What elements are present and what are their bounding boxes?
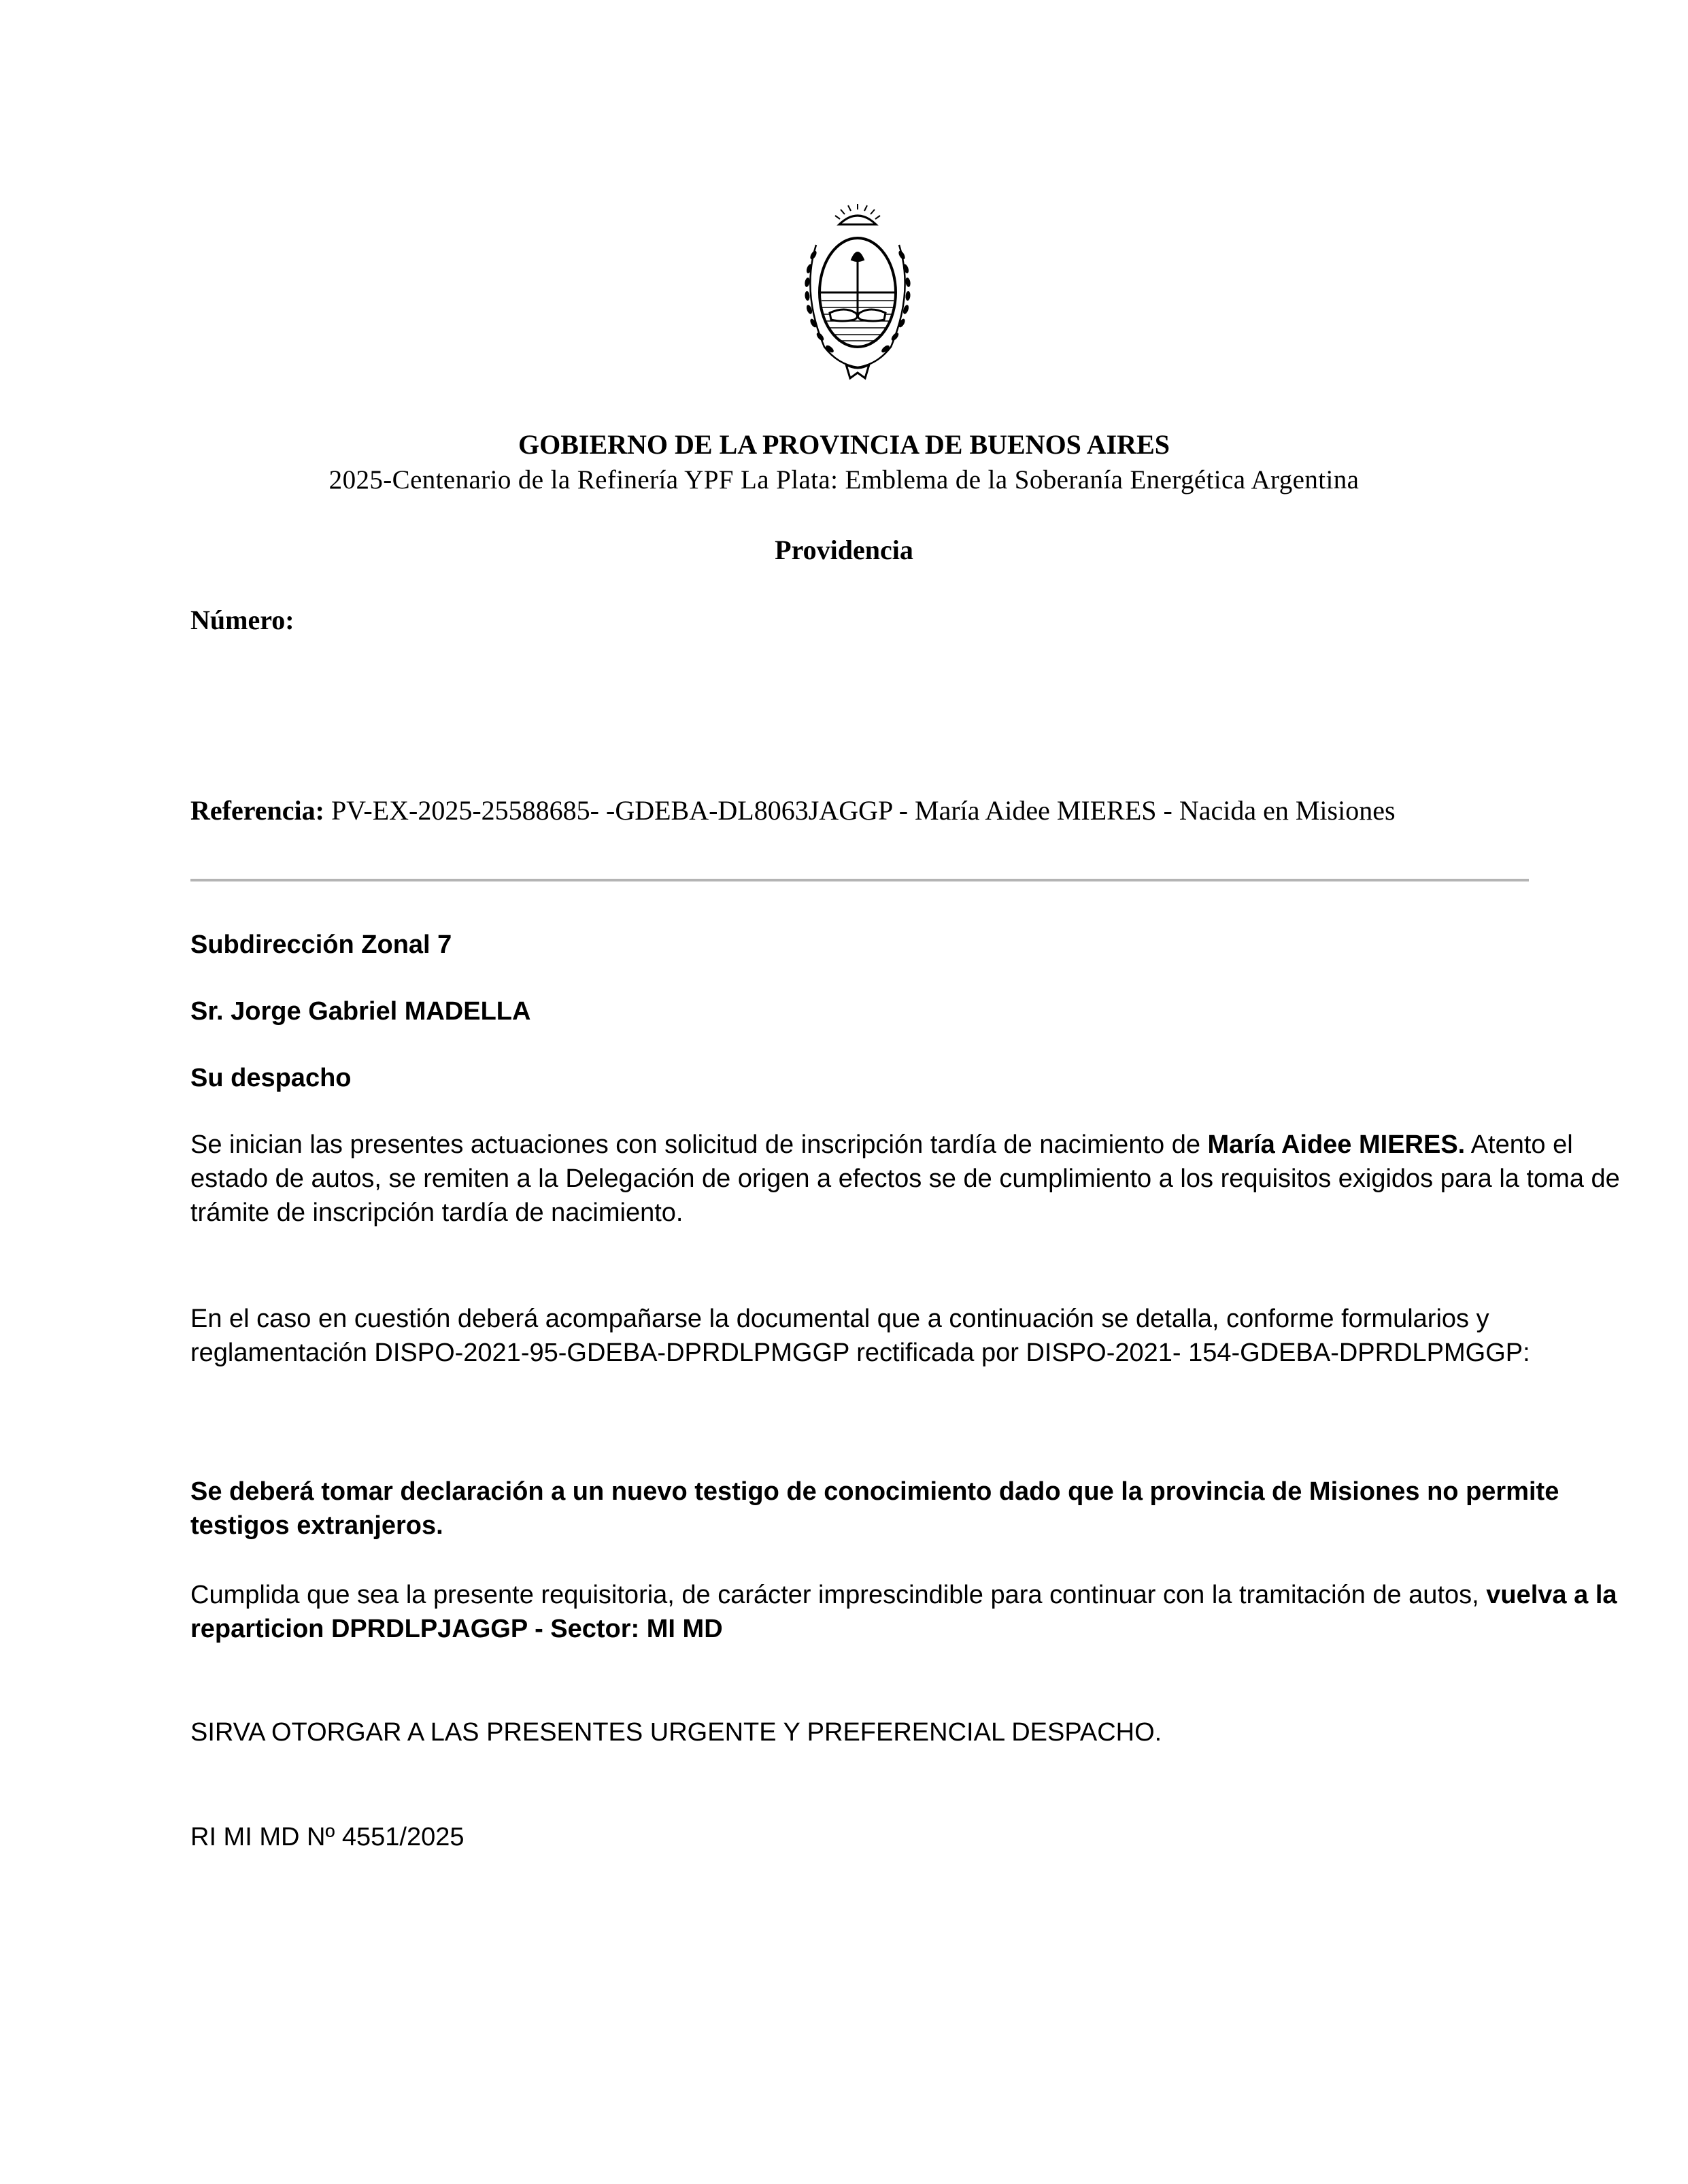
p4-start: Cumplida que sea la presente requisitoria, de carácter imprescindible para continuar con la tramitación de autos, [190, 1581, 1487, 1609]
p4-return-instruction: vuelva a la reparticion DPRDLPJAGGP - Sector: MI MD [190, 1581, 1617, 1643]
p1-start: Se inician las presentes actuaciones con solicitud de inscripción tardía de nacimiento de [190, 1130, 1208, 1159]
registry-reference: RI MI MD Nº 4551/2025 [190, 1823, 465, 1851]
referencia-label: Referencia: [190, 795, 324, 826]
referencia-text: PV-EX-2025-25588685- -GDEBA-DL8063JAGGP - María Aidee MIERES - Nacida en Misiones [331, 795, 1396, 826]
body-paragraph-5: SIRVA OTORGAR A LAS PRESENTES URGENTE Y PREFERENCIAL DESPACHO. [190, 1718, 1162, 1747]
year-motto: 2025-Centenario de la Refinería YPF La Plata: Emblema de la Soberanía Energética Argentina [328, 465, 1360, 494]
body-paragraph-3: Se deberá tomar declaración a un nuevo testigo de conocimiento dado que la provincia de Misiones no permite testigos extranjeros. [190, 1477, 1559, 1540]
argentina-coat-of-arms-icon [797, 204, 918, 381]
p1-end: Atento el estado de autos, se remiten a la Delegación de origen a efectos se de cumplimiento a los requisitos exigidos para la toma de trámite de inscripción tardía de nacimiento. [190, 1130, 1620, 1227]
p1-person-name: María Aidee MIERES. [1207, 1130, 1466, 1159]
referencia-field [190, 793, 1510, 828]
recipient-name: Sr. Jorge Gabriel MADELLA [190, 997, 531, 1026]
body-paragraph-4 [190, 1578, 1625, 1646]
government-title: GOBIERNO DE LA PROVINCIA DE BUENOS AIRES [518, 429, 1170, 460]
header-divider [190, 879, 1529, 881]
recipient-office: Subdirección Zonal 7 [190, 930, 452, 959]
body-paragraph-2: En el caso en cuestión deberá acompañarse la documental que a continuación se detalla, conforme formularios y reglamentación DISPO-2021-95-GDEBA-DPRDLPMGGP rectificada por DISPO-2021- 154-GDEBA-DPRDLPMGGP: [190, 1305, 1530, 1367]
numero-field [190, 604, 294, 636]
document-type: Providencia [775, 535, 913, 565]
recipient-closing: Su despacho [190, 1064, 352, 1092]
body-paragraph-1 [190, 1128, 1625, 1230]
numero-label: Número: [190, 605, 294, 635]
